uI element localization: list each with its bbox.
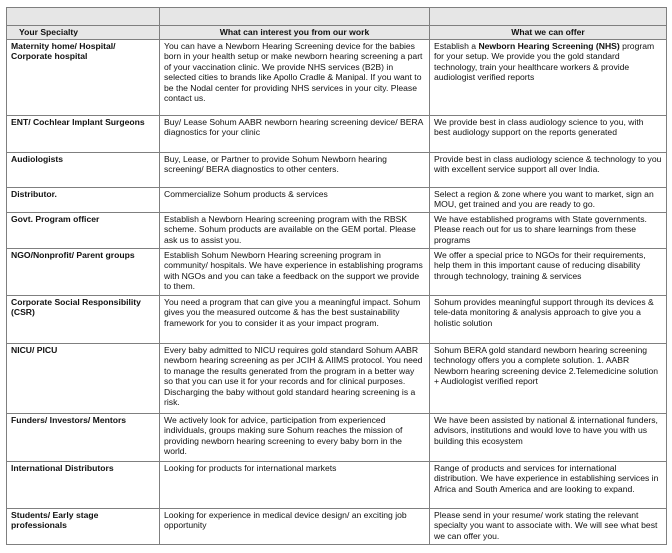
interest-cell: Establish Sohum Newborn Hearing screening program in community/ hospitals. We have experience in establishing programs with NGOs and you can take a feedback on the support we provide to them. [160, 249, 430, 296]
specialty-cell: Corporate Social Responsibility (CSR) [7, 296, 160, 344]
interest-cell: You need a program that can give you a meaningful impact. Sohum gives you the measured outcome & has the best sustainability framework for you to consider it as your impact program. [160, 296, 430, 344]
interest-cell: Buy, Lease, or Partner to provide Sohum Newborn hearing screening/ BERA diagnostics to other centers. [160, 153, 430, 188]
offer-cell: We have established programs with State governments. Please reach out for us to share learnings from these programs [430, 213, 667, 249]
specialty-cell: NGO/Nonprofit/ Parent groups [7, 249, 160, 296]
table-row [7, 116, 667, 153]
table-row [7, 153, 667, 188]
interest-cell: Every baby admitted to NICU requires gold standard Sohum AABR newborn hearing screening as per JCIH & AIIMS protocol. You need to manage the results generated from the program in a better way so that you can use it for your records and for clinical purposes. Discharging the baby without gold standard hearing screening is a risk. [160, 344, 430, 414]
interest-cell: Buy/ Lease Sohum AABR newborn hearing screening device/ BERA diagnostics for your clinic [160, 116, 430, 153]
offer-cell: Provide best in class audiology science & technology to you with excellent service support all over India. [430, 153, 667, 188]
table-row [7, 40, 667, 116]
specialty-cell: Students/ Early stage professionals [7, 509, 160, 545]
offer-cell: We provide best in class audiology science to you, with best audiology support on the reports generated [430, 116, 667, 153]
table-row [7, 509, 667, 545]
specialty-table [6, 7, 667, 545]
table-top-band [7, 8, 667, 26]
table-row [7, 344, 667, 414]
offer-emphasis: Newborn Hearing Screening (NHS) [478, 41, 620, 51]
offer-cell: Range of products and services for international distribution. We have experience in establishing services in Africa and South America and are looking to expand. [430, 462, 667, 509]
offer-cell: Sohum BERA gold standard newborn hearing screening technology offers you a complete solution. 1. AABR Newborn hearing screening device 2.Telemedicine solution + Audiologist verified report [430, 344, 667, 414]
offer-cell: We have been assisted by national & international funders, advisors, institutions and would love to have you with us building this ecosystem [430, 414, 667, 462]
specialty-cell: Govt. Program officer [7, 213, 160, 249]
specialty-cell: ENT/ Cochlear Implant Surgeons [7, 116, 160, 153]
table-row [7, 462, 667, 509]
specialty-cell: Funders/ Investors/ Mentors [7, 414, 160, 462]
offer-text: program for your setup. We provide you the gold standard technology, train your healthcare workers & provide audiologist verified reports [434, 41, 655, 83]
blank-cell [7, 8, 160, 26]
header-interest: What can interest you from our work [160, 26, 430, 40]
interest-cell: You can have a Newborn Hearing Screening device for the babies born in your health setup or make newborn hearing screening a part of your vaccination clinic. We provide NHS services (B2B) in selected cities to brands like Apollo Cradle & Manipal. If you want to be the Nodal center for providing NHS services in your city. Please contact us. [160, 40, 430, 116]
interest-cell: Establish a Newborn Hearing screening program with the RBSK scheme. Sohum products are available on the GEM portal. Please ask us to assist you. [160, 213, 430, 249]
specialty-cell: NICU/ PICU [7, 344, 160, 414]
offer-text: Establish a [434, 41, 479, 51]
table-row [7, 249, 667, 296]
header-offer: What we can offer [430, 26, 667, 40]
interest-cell: Looking for experience in medical device design/ an exciting job opportunity [160, 509, 430, 545]
specialty-cell: Audiologists [7, 153, 160, 188]
interest-cell: Commercialize Sohum products & services [160, 188, 430, 213]
specialty-cell: Distributor. [7, 188, 160, 213]
blank-cell [160, 8, 430, 26]
interest-cell: We actively look for advice, participation from experienced individuals, groups making sure Sohum reaches the mission of providing newborn hearing screening to every baby born in the world. [160, 414, 430, 462]
offer-cell: We offer a special price to NGOs for their requirements, help them in this important cause of reducing disability through technology, training & services [430, 249, 667, 296]
specialty-cell: Maternity home/ Hospital/ Corporate hospital [7, 40, 160, 116]
offer-cell: Sohum provides meaningful support through its devices & tele-data monitoring & analysis approach to give you a holistic solution [430, 296, 667, 344]
offer-cell [430, 40, 667, 116]
table-row [7, 188, 667, 213]
table-header-row [7, 26, 667, 40]
offer-cell: Select a region & zone where you want to market, sign an MOU, get trained and you are ready to go. [430, 188, 667, 213]
table-row [7, 296, 667, 344]
header-specialty: Your Specialty [7, 26, 160, 40]
specialty-cell: International Distributors [7, 462, 160, 509]
interest-cell: Looking for products for international markets [160, 462, 430, 509]
offer-cell: Please send in your resume/ work stating the relevant specialty you want to associate with. We will see what best we can offer you. [430, 509, 667, 545]
table-row [7, 213, 667, 249]
blank-cell [430, 8, 667, 26]
table-row [7, 414, 667, 462]
